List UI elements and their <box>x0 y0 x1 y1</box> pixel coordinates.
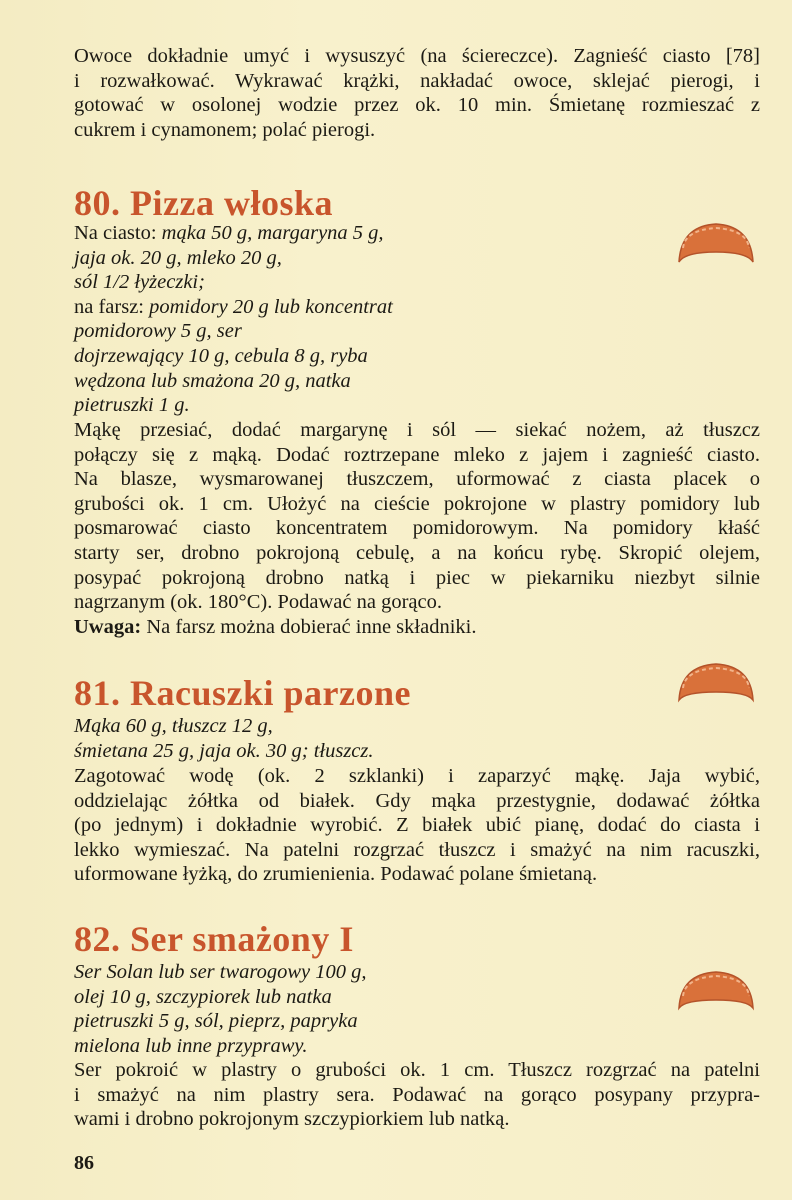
recipe-81-method <box>74 764 760 887</box>
intro-paragraph <box>74 44 760 142</box>
method-line: Ser pokroić w plastry o grubości ok. 1 cm. Tłuszcz rozgrzać na patelni <box>74 1059 760 1081</box>
ingredient-line: wędzona lub smażona 20 g, natka <box>74 369 351 392</box>
recipe-82-ingredients <box>74 960 760 1058</box>
method-line: (po jednym) i dokładnie wyrobić. Z białek ubić pianę, dodać do ciasta i <box>74 814 760 837</box>
recipe-82-method <box>74 1058 760 1132</box>
method-line: Zagotować wodę (ok. 2 szklanki) i zaparzyć mąkę. Jaja wybić, <box>74 765 760 787</box>
method-line: posypać pokrojoną drobno natką i piec w piekarniku niezbyt silnie <box>74 566 760 589</box>
ingredient-line: Na ciasto: mąka 50 g, margaryna 5 g, <box>74 222 384 244</box>
method-line: lekko wymieszać. Na patelni rozgrzać tłuszcz i smażyć na nim racuszki, <box>74 838 760 861</box>
dumpling-icon <box>673 660 759 706</box>
intro-line: gotować w osolonej wodzie przez ok. 10 min. Śmietanę rozmieszać z <box>74 94 760 117</box>
ingredient-line: sól 1/2 łyżeczki; <box>74 271 205 294</box>
intro-line: i rozwałkować. Wykrawać krążki, nakładać owoce, sklejać pierogi, i <box>74 69 760 92</box>
ingredient-line: dojrzewający 10 g, cebula 8 g, ryba <box>74 344 368 367</box>
ingredient-line: śmietana 25 g, jaja ok. 30 g; tłuszcz. <box>74 739 374 762</box>
recipe-note: Uwaga: Na farsz można dobierać inne składniki. <box>74 615 477 638</box>
ingredient-line: olej 10 g, szczypiorek lub natka <box>74 985 332 1008</box>
method-line: grubości ok. 1 cm. Ułożyć na cieście pokrojone w plastry pomidory lub <box>74 492 760 515</box>
intro-line: Owoce dokładnie umyć i wysuszyć (na ściereczce). Zagnieść ciasto [78] <box>74 45 760 67</box>
method-line: i smażyć na nim plastry sera. Podawać na gorąco posypany przypra- <box>74 1083 760 1106</box>
recipe-80-ingredients <box>74 221 760 418</box>
method-line: nagrzanym (ok. 180°C). Podawać na gorąco. <box>74 591 442 614</box>
ingredient-line: pietruszki 1 g. <box>74 394 190 417</box>
method-line: uformowane łyżką, do zrumienienia. Podawać polane śmietaną. <box>74 863 598 886</box>
ingredient-line: mielona lub inne przyprawy. <box>74 1034 308 1057</box>
method-line: oddzielając żółtka od białek. Gdy mąka przestygnie, dodawać żółtka <box>74 789 760 812</box>
method-line: Mąkę przesiać, dodać margarynę i sól — siekać nożem, aż tłuszcz <box>74 419 760 441</box>
method-line: Na blasze, wysmarowanej tłuszczem, uformować z ciasta placek o <box>74 468 760 491</box>
ingredient-line: pietruszki 5 g, sól, pieprz, papryka <box>74 1010 358 1033</box>
method-line: posmarować ciasto koncentratem pomidorowym. Na pomidory kłaść <box>74 517 760 540</box>
recipe-81-ingredients <box>74 714 760 763</box>
intro-line: cukrem i cynamonem; polać pierogi. <box>74 118 376 141</box>
page-number: 86 <box>74 1152 94 1174</box>
method-line: połączy się z mąką. Dodać roztrzepane mleko z jajem i zagnieść ciasto. <box>74 443 760 466</box>
ingredient-line: Mąka 60 g, tłuszcz 12 g, <box>74 715 273 737</box>
method-line: wami i drobno pokrojonym szczypiorkiem lub natką. <box>74 1108 510 1131</box>
recipe-81-heading: 81. Racuszki parzone <box>74 673 411 713</box>
recipe-82-heading: 82. Ser smażony I <box>74 919 354 959</box>
ingredient-line: pomidorowy 5 g, ser <box>74 320 242 343</box>
ingredient-line: jaja ok. 20 g, mleko 20 g, <box>74 246 282 269</box>
recipe-80-heading: 80. Pizza włoska <box>74 183 333 223</box>
ingredient-line: na farsz: pomidory 20 g lub koncentrat <box>74 295 393 318</box>
method-line: starty ser, drobno pokrojoną cebulę, a na końcu rybę. Skropić olejem, <box>74 541 760 564</box>
recipe-80-method <box>74 418 760 639</box>
ingredient-line: Ser Solan lub ser twarogowy 100 g, <box>74 961 367 983</box>
